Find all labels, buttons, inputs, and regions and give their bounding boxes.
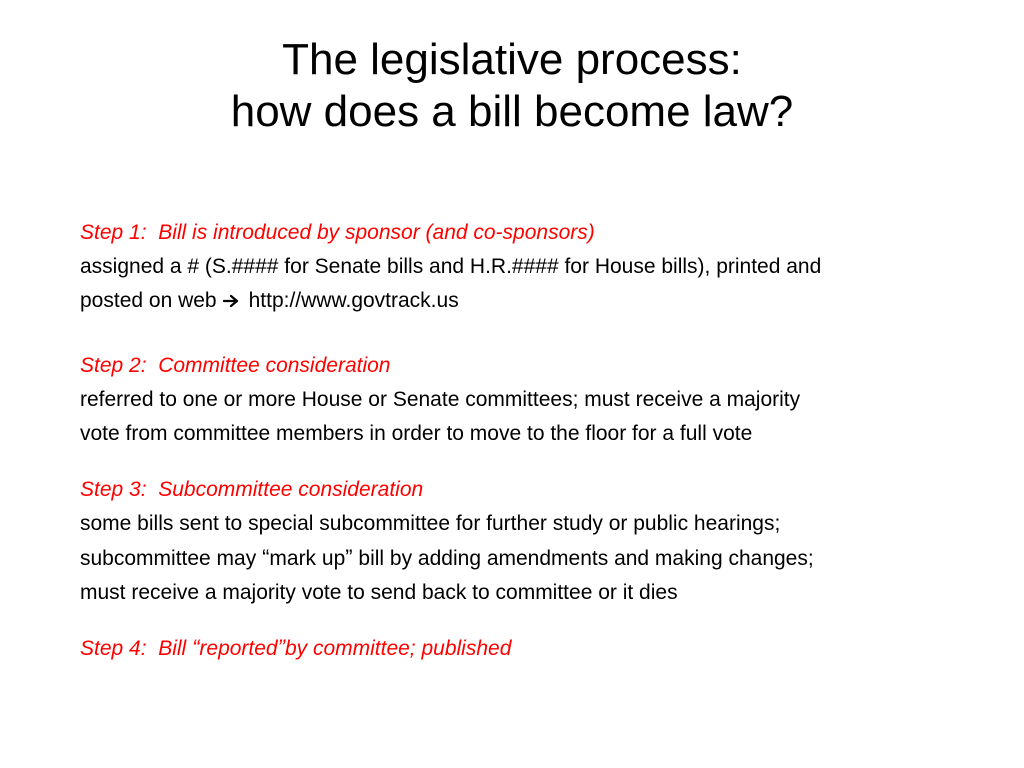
close-quote: ” [277,635,285,660]
step-3-body-line-2 [80,541,1010,576]
step-3-heading: Step 3: Subcommittee consideration [80,478,424,501]
step-3-body-line-3: must receive a majority vote to send back to committee or it dies [80,581,678,604]
step-4-heading-end: by committee; published [284,637,512,660]
close-quote: ” [345,545,353,570]
step-3-line-2-end: bill by adding amendments and making changes; [352,547,814,570]
step-4 [80,631,1010,666]
open-quote: “ [192,635,200,660]
title-line-2: how does a bill become law? [230,87,794,136]
step-2-body-line-1: referred to one or more House or Senate committees; must receive a majority [80,388,801,411]
step-2 [80,349,1010,451]
step-1-posted-text: posted on web [80,289,217,312]
step-2-heading: Step 2: Committee consideration [80,354,391,377]
govtrack-link[interactable]: http://www.govtrack.us [248,289,459,312]
title-line-1: The legislative process: [282,35,742,84]
step-1-heading: Step 1: Bill is introduced by sponsor (and co-sponsors) [80,221,595,244]
step-1-body-line-1: assigned a # (S.#### for Senate bills and H.R.#### for House bills), printed and [80,255,822,278]
step-3-body-line-1: some bills sent to special subcommittee for further study or public hearings; [80,512,781,535]
reported-text: reported [199,637,278,660]
slide-title [0,34,1024,138]
step-4-heading [80,631,1010,666]
step-3-line-2-start: subcommittee may [80,547,263,570]
step-1 [80,216,1010,318]
step-4-heading-start: Step 4: Bill [80,637,193,660]
right-arrow-icon [223,284,239,318]
step-3 [80,473,1010,610]
open-quote: “ [262,545,270,570]
mark-up-text: mark up [269,547,346,570]
step-1-body-line-2 [80,284,1010,318]
step-2-body-line-2: vote from committee members in order to move to the floor for a full vote [80,422,753,445]
